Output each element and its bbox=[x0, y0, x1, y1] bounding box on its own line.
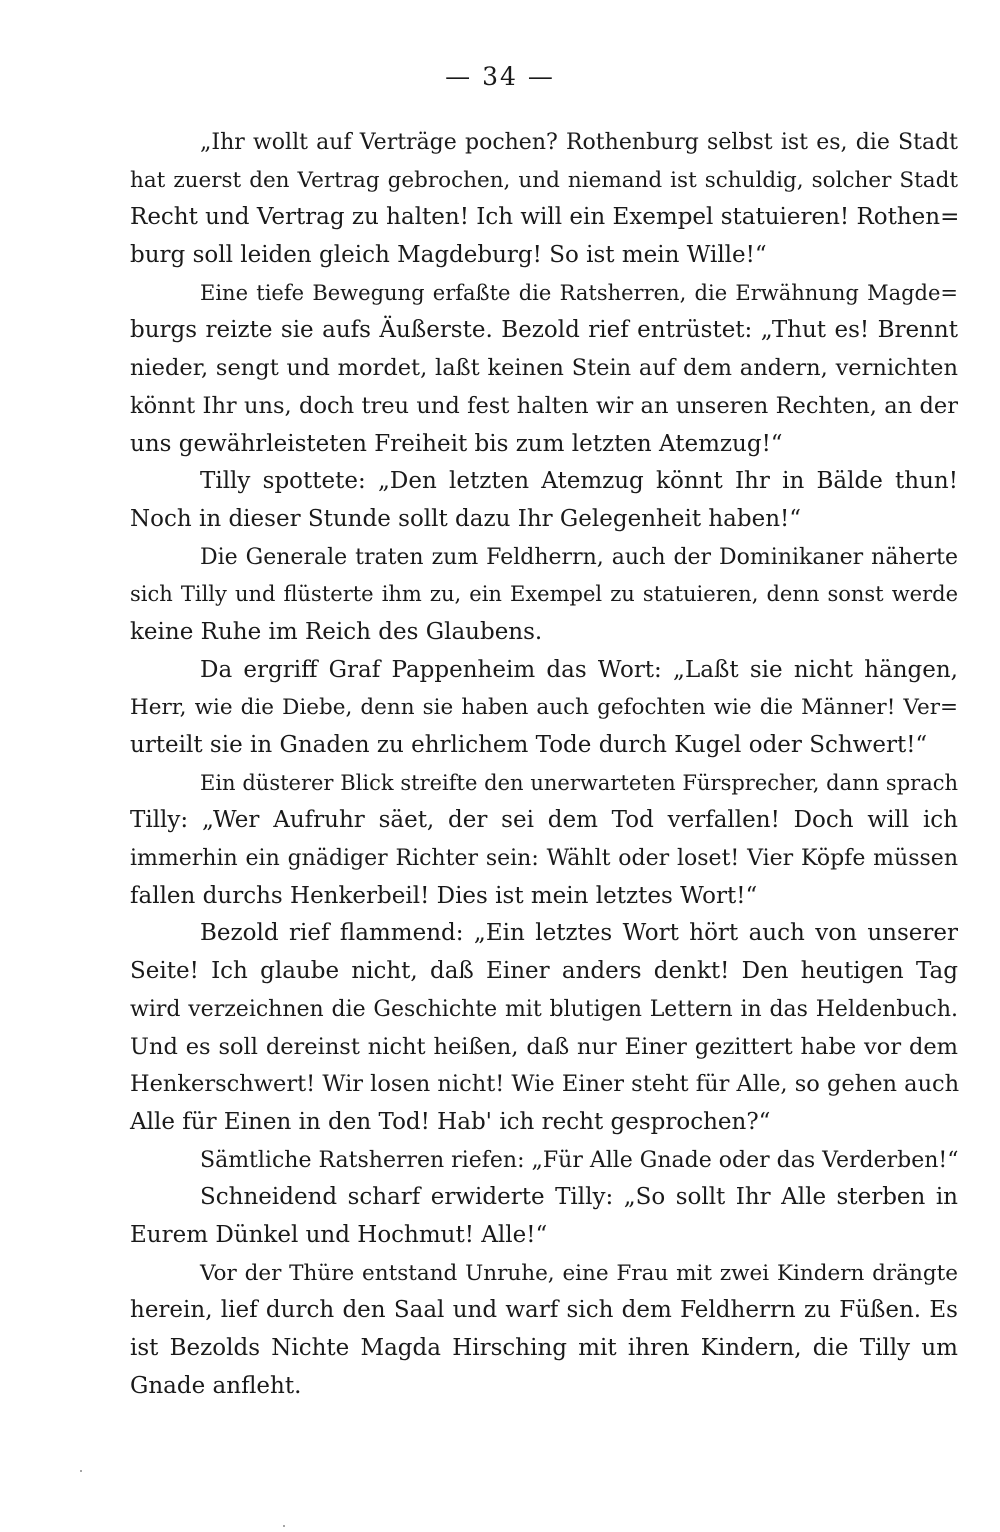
text-line: Da ergriff Graf Pappenheim das Wort: „Laßt sie nicht hängen, bbox=[200, 656, 958, 683]
paragraph-4 bbox=[130, 539, 958, 652]
paragraph-6 bbox=[130, 765, 958, 916]
paper-speck bbox=[80, 1470, 82, 1472]
paragraph-8 bbox=[130, 1142, 958, 1180]
body-text bbox=[130, 124, 958, 1405]
paragraph-2 bbox=[130, 275, 958, 463]
text-line: keine Ruhe im Reich des Glaubens. bbox=[130, 618, 543, 645]
paragraph-7 bbox=[130, 915, 958, 1141]
text-line: Die Generale traten zum Feldherrn, auch der Dominikaner näherte bbox=[200, 544, 958, 570]
text-line: Tilly: „Wer Aufruhr säet, der sei dem Tod verfallen! Doch will ich bbox=[130, 807, 958, 834]
text-line: Sämtliche Ratsherren riefen: „Für Alle Gnade oder das Verderben!“ bbox=[200, 1147, 959, 1173]
text-line: Ein düsterer Blick streifte den unerwarteten Fürsprecher, dann sprach bbox=[200, 770, 958, 795]
text-line: fallen durchs Henkerbeil! Dies ist mein letztes Wort!“ bbox=[130, 882, 758, 909]
text-line: burgs reizte sie aufs Äußerste. Bezold rief entrüstet: „Thut es! Brennt bbox=[130, 317, 958, 344]
text-line: Seite! Ich glaube nicht, daß Einer anders denkt! Den heutigen Tag bbox=[130, 958, 958, 985]
text-line: Tilly spottete: „Den letzten Atemzug könnt Ihr in Bälde thun! bbox=[200, 468, 958, 495]
page-number: — 34 — bbox=[445, 62, 555, 91]
text-line: ist Bezolds Nichte Magda Hirsching mit ihren Kindern, die Tilly um bbox=[130, 1335, 958, 1361]
text-line: Schneidend scharf erwiderte Tilly: „So sollt Ihr Alle sterben in bbox=[200, 1184, 958, 1211]
text-line: herein, lief durch den Saal und warf sich dem Feldherrn zu Füßen. Es bbox=[130, 1297, 958, 1324]
text-line: urteilt sie in Gnaden zu ehrlichem Tode durch Kugel oder Schwert!“ bbox=[130, 732, 928, 758]
text-line: hat zuerst den Vertrag gebrochen, und niemand ist schuldig, solcher Stadt bbox=[130, 167, 958, 193]
paragraph-1 bbox=[130, 124, 958, 275]
text-line: burg soll leiden gleich Magdeburg! So ist mein Wille!“ bbox=[130, 242, 767, 269]
text-line: uns gewährleisteten Freiheit bis zum letzten Atemzug!“ bbox=[130, 430, 783, 457]
text-line: immerhin ein gnädiger Richter sein: Wählt oder loset! Vier Köpfe müssen bbox=[130, 846, 958, 872]
text-line: Henkerschwert! Wir losen nicht! Wie Einer steht für Alle, so gehen auch bbox=[130, 1071, 960, 1098]
text-line: Alle für Einen in den Tod! Hab' ich recht gesprochen?“ bbox=[130, 1108, 771, 1135]
text-line: „Ihr wollt auf Verträge pochen? Rothenburg selbst ist es, die Stadt bbox=[200, 130, 958, 155]
text-line: sich Tilly und flüsterte ihm zu, ein Exempel zu statuieren, denn sonst werde bbox=[130, 582, 958, 607]
text-line: Herr, wie die Diebe, denn sie haben auch gefochten wie die Männer! Ver= bbox=[130, 695, 958, 721]
text-line: Und es soll dereinst nicht heißen, daß nur Einer gezittert habe vor dem bbox=[130, 1033, 958, 1060]
paper-speck bbox=[283, 1525, 285, 1527]
text-line: Gnade anfleht. bbox=[130, 1372, 302, 1399]
text-line: Vor der Thüre entstand Unruhe, eine Frau mit zwei Kindern drängte bbox=[200, 1260, 958, 1286]
paragraph-9 bbox=[130, 1179, 958, 1254]
paragraph-3 bbox=[130, 463, 958, 538]
text-line: nieder, sengt und mordet, laßt keinen Stein auf dem andern, vernichten bbox=[130, 355, 958, 382]
text-line: wird verzeichnen die Geschichte mit blutigen Lettern in das Heldenbuch. bbox=[130, 996, 958, 1022]
text-line: Recht und Vertrag zu halten! Ich will ein Exempel statuieren! Rothen= bbox=[130, 204, 960, 231]
text-line: könnt Ihr uns, doch treu und fest halten wir an unseren Rechten, an der bbox=[130, 392, 958, 419]
text-line: Bezold rief flammend: „Ein letztes Wort hört auch von unserer bbox=[200, 920, 958, 947]
text-line: Noch in dieser Stunde sollt dazu Ihr Gelegenheit haben!“ bbox=[130, 505, 802, 532]
paragraph-10 bbox=[130, 1255, 958, 1406]
text-line: Eine tiefe Bewegung erfaßte die Ratsherren, die Erwähnung Magde= bbox=[200, 280, 958, 305]
paragraph-5 bbox=[130, 652, 958, 765]
text-line: Eurem Dünkel und Hochmut! Alle!“ bbox=[130, 1221, 548, 1248]
